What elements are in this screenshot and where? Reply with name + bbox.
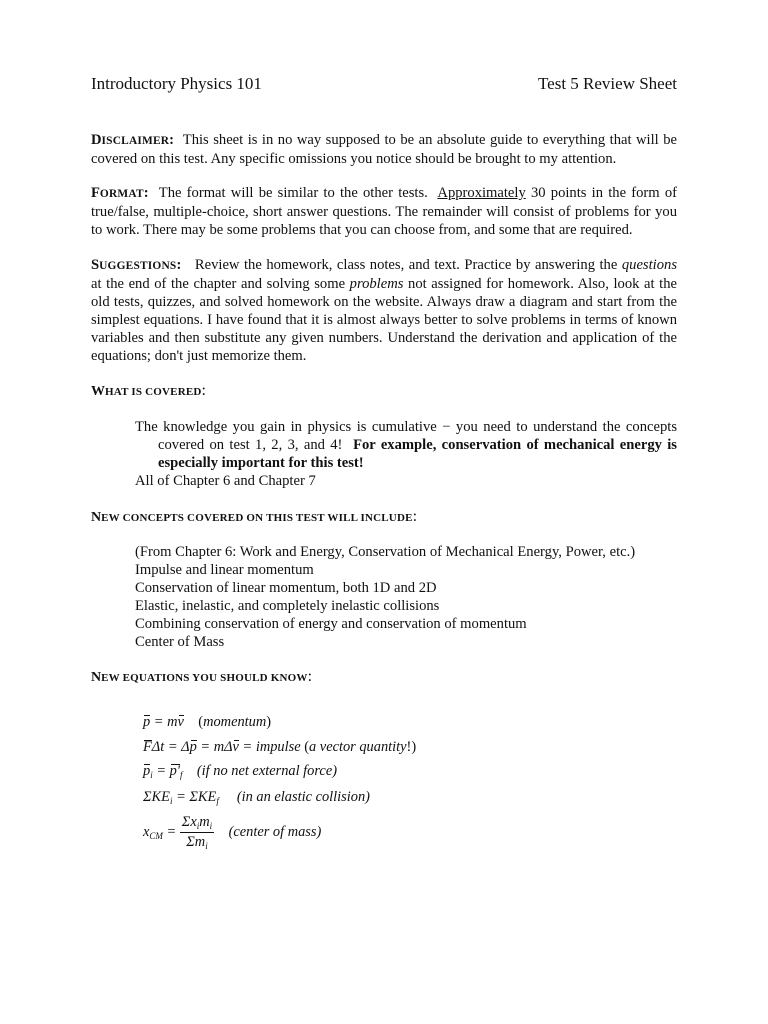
suggestions-italic-problems: problems (349, 276, 404, 292)
format-text-before: The format will be similar to the other tests. (158, 185, 428, 201)
what-is-covered-heading: WHAT IS COVERED: (91, 382, 206, 399)
equation-conservation-note: (if no net external force) (196, 763, 338, 779)
cumulative-statement (135, 418, 677, 472)
disclaimer-label: DISCLAIMER: (91, 132, 175, 148)
equation-conservation: $p_i = p'_f$ (if no net external force) (143, 763, 338, 780)
disclaimer-paragraph (91, 131, 677, 168)
new-equations-heading: NEW EQUATIONS YOU SHOULD KNOW: (91, 668, 313, 685)
format-underlined-word: Approximately (437, 185, 526, 201)
disclaimer-text: This sheet is in no way supposed to be an absolute guide to everything that will be covered on this test. Any specific omissions you notice should be brought to my attention. (91, 132, 677, 167)
list-item: (From Chapter 6: Work and Energy, Conservation of Mechanical Energy, Power, etc.) (135, 544, 636, 560)
suggestions-text-3: not assigned for homework. Also, look at the old tests, quizzes, and solved homework on the website. Always draw a diagram and start from the simplest equations. I have found that it is almost always better to solve problems in terms of known variables and then substitute any given numbers. Understand the derivation and application of the equations; don't just memorize them. (91, 276, 677, 364)
list-item: Combining conservation of energy and conservation of momentum (135, 616, 527, 632)
format-label: FORMAT: (91, 185, 149, 201)
suggestions-label: SUGGESTIONS: (91, 257, 182, 273)
covered-block (135, 418, 677, 490)
course-title: Introductory Physics 101 (91, 74, 262, 93)
equation-center-of-mass-note: (center of mass) (228, 823, 322, 840)
suggestions-paragraph (91, 256, 677, 365)
equation-elastic-note: (in an elastic collision) (236, 789, 370, 805)
list-item: Elastic, inelastic, and completely inelastic collisions (135, 598, 440, 614)
format-text-after: 30 points in the form of true/false, multiple-choice, short answer questions. The remainder will consist of problems for you to work. There may be some problems that you can choose from, and some that are required. (91, 185, 677, 238)
sheet-title: Test 5 Review Sheet (537, 74, 677, 93)
equation-elastic: $\Sigma KE_i = \Sigma KE_f$ (in an elastic collision) (143, 789, 370, 806)
chapters-covered: All of Chapter 6 and Chapter 7 (135, 473, 316, 489)
list-item: Center of Mass (135, 634, 225, 650)
equation-impulse: FΔt = Δp = mΔv = impulse (a vector quantity!) (143, 739, 417, 755)
center-of-mass-fraction: $\frac{\Sigma x_im_i}{\Sigma m_i}$ (181, 814, 213, 851)
cumulative-text: The knowledge you gain in physics is cumulative − you need to understand the concepts covered on test 1, 2, 3, and 4! (135, 419, 677, 453)
list-item: Conservation of linear momentum, both 1D and 2D (135, 580, 437, 596)
suggestions-italic-questions: questions (621, 257, 677, 273)
equation-momentum: p = mv (momentum) (143, 714, 272, 730)
page-header (91, 74, 677, 94)
cumulative-emphasis: For example, conservation of mechanical energy is especially important for this test! (158, 437, 677, 471)
suggestions-text-2: at the end of the chapter and solving some (91, 276, 346, 292)
suggestions-text-1: Review the homework, class notes, and text. Practice by answering the (194, 257, 618, 273)
equation-center-of-mass: $x_{CM}$ = $\frac{\Sigma x_im_i}{\Sigma m_i}$ (center of mass) (143, 814, 322, 851)
format-paragraph (91, 184, 677, 239)
new-concepts-list (135, 543, 677, 651)
new-concepts-heading: NEW CONCEPTS COVERED ON THIS TEST WILL INCLUDE: (91, 508, 418, 525)
list-item: Impulse and linear momentum (135, 562, 314, 578)
